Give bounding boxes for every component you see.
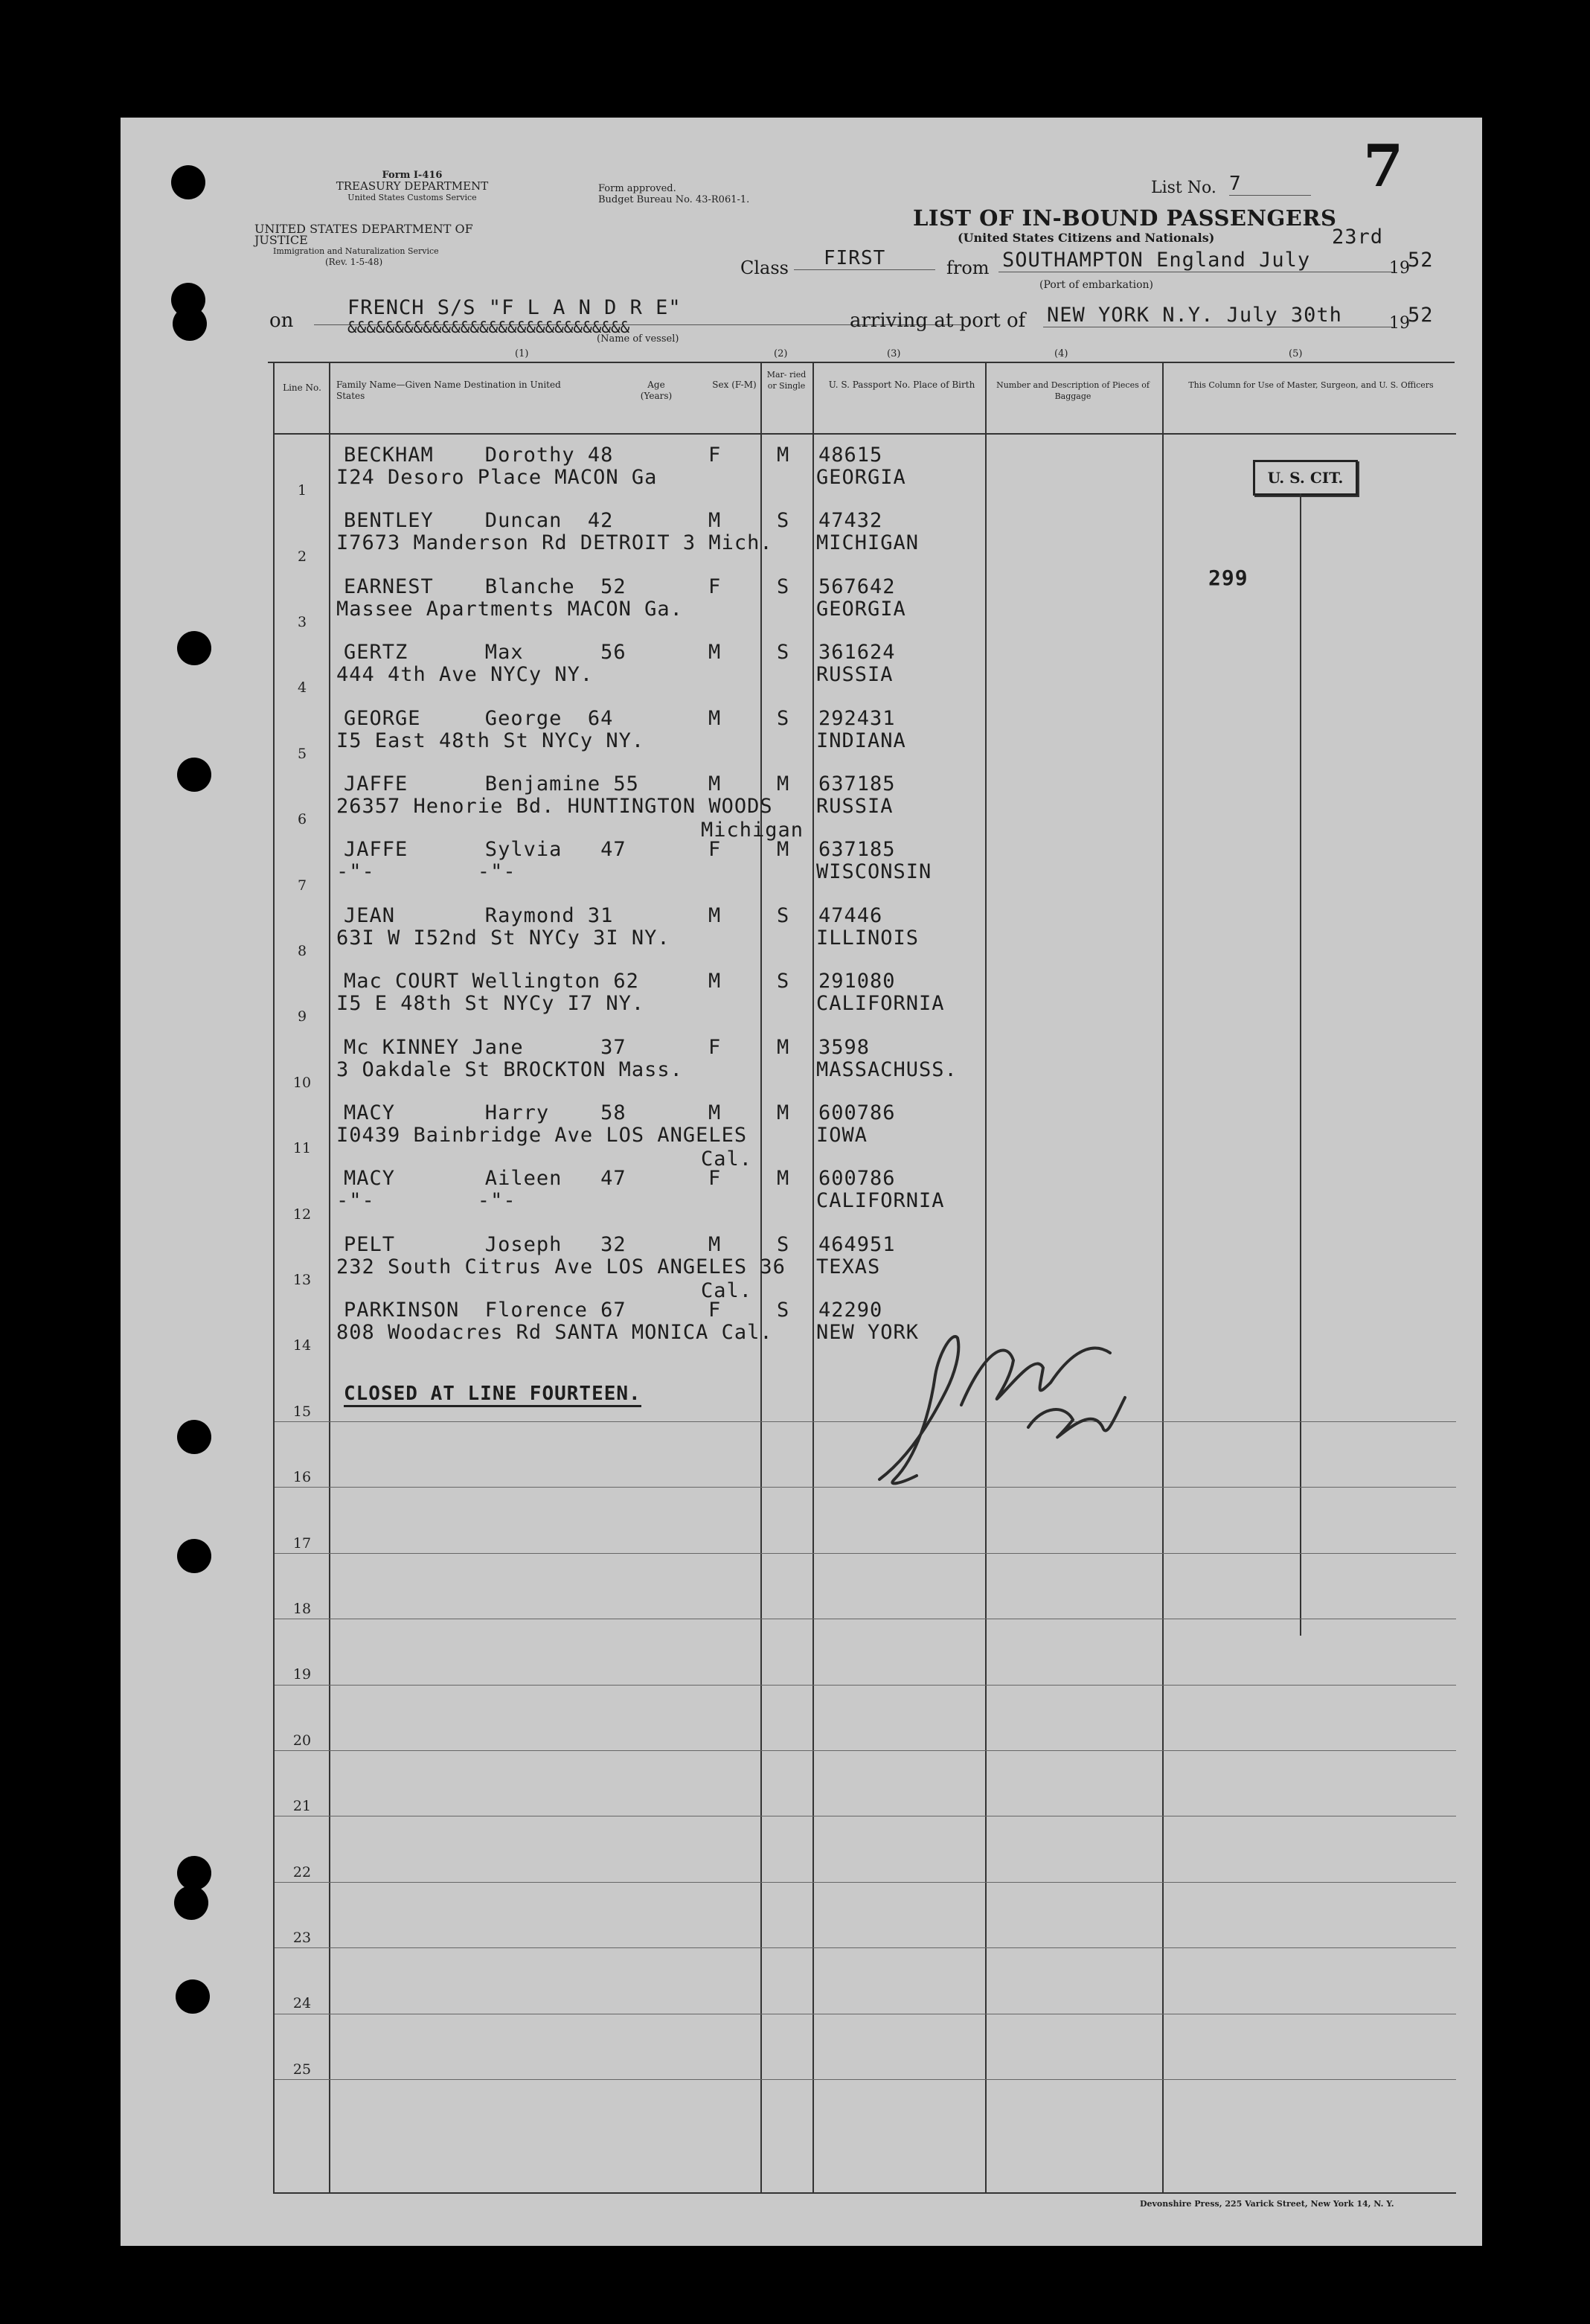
list-no-label: List No. [1151,179,1216,197]
passport-number: 48615 [818,444,883,467]
col-rule-baggage [1162,362,1164,2192]
place-of-birth: RUSSIA [816,663,894,687]
place-of-birth: GEORGIA [816,466,906,489]
marital-status: S [777,970,790,993]
passenger-destination: 444 4th Ave NYCy NY. [336,663,594,687]
passenger-destination: I7673 Manderson Rd DETROIT 3 Mich. [336,531,773,555]
passport-number: 637185 [818,838,896,862]
row-rule [275,1750,1456,1751]
passenger-name: GEORGE George 64 [344,706,614,730]
header-officers: This Column for Use of Master, Surgeon, and U. S. Officers [1188,380,1434,390]
marital-status: S [777,641,790,665]
row-rule [275,1882,1456,1883]
on-label: on [269,310,294,332]
passport-number: 3598 [818,1035,871,1059]
place-of-birth: RUSSIA [816,795,894,818]
form-approval [598,183,749,205]
line-number: 23 [292,1930,312,1946]
passenger-destination: 63I W I52nd St NYCy 3I NY. [336,926,670,950]
passenger-sex: M [708,1101,722,1124]
header-line-no: Line No. [283,382,321,393]
col-rule-married [812,362,814,2192]
line-number: 1 [297,482,307,499]
passenger-name: MACY Aileen 47 [344,1167,626,1191]
passenger-sex: M [708,706,722,730]
passenger-name: JAFFE Benjamine 55 [344,772,639,796]
passport-number: 42290 [818,1299,883,1322]
header-bottom-rule [273,433,1456,435]
passenger-sex: M [708,641,722,665]
binder-hole [173,307,207,341]
line-number: 13 [292,1272,312,1288]
arriving-label: arriving at port of [850,310,1026,332]
place-of-birth: TEXAS [816,1255,881,1278]
line-number: 8 [297,943,307,959]
passenger-sex: F [708,1167,722,1191]
marital-status: S [777,509,790,533]
col-num-2: (2) [774,348,788,359]
list-no-value: 7 [1229,173,1311,196]
col-num-5: (5) [1289,348,1303,359]
line-number: 20 [292,1732,312,1749]
marital-status: M [777,838,790,862]
agency-justice: UNITED STATES DEPARTMENT OF JUSTICE [254,222,473,247]
passenger-name: MACY Harry 58 [344,1101,626,1124]
line-number: 17 [292,1534,312,1552]
passenger-name: JAFFE Sylvia 47 [344,838,626,862]
manifest-subtitle: (United States Citizens and Nationals) [958,231,1215,245]
row-rule [275,1947,1456,1948]
passenger-sex: F [708,1299,722,1322]
line-number: 10 [292,1074,312,1091]
passenger-name: JEAN Raymond 31 [344,903,614,927]
passenger-name: PARKINSON Florence 67 [344,1299,626,1322]
from-year-prefix: 19 [1389,259,1410,278]
marital-status: S [777,574,790,598]
passenger-name: EARNEST Blanche 52 [344,574,626,598]
from-value: SOUTHAMPTON England July [998,249,1393,272]
header-baggage: Number and Description of Pieces of Baggage [996,380,1150,401]
marital-status: S [777,706,790,730]
place-of-birth: MASSACHUSS. [816,1057,958,1081]
marital-status: M [777,772,790,796]
agency-ins: Immigration and Naturalization Service [273,246,439,256]
passenger-sex: F [708,1035,722,1059]
passport-number: 600786 [818,1167,896,1191]
arrival-year-prefix: 19 [1389,314,1410,333]
passenger-name: BECKHAM Dorothy 48 [344,444,614,467]
passenger-sex: M [708,1232,722,1256]
destination-continued: Michigan [701,819,804,842]
passenger-name: Mc KINNEY Jane 37 [344,1035,626,1059]
place-of-birth: MICHIGAN [816,531,920,555]
destination-continued: Cal. [701,1278,753,1302]
passport-number: 464951 [818,1232,896,1256]
header-name: Family Name—Given Name Destination in United States [336,380,561,401]
passenger-name: Mac COURT Wellington 62 [344,970,639,993]
passenger-sex: M [708,772,722,796]
place-of-birth: INDIANA [816,729,906,752]
arrival-year: 52 [1408,304,1434,327]
marital-status: S [777,1232,790,1256]
line-number: 5 [297,745,307,762]
from-day: 23rd [1332,225,1384,249]
passport-number: 600786 [818,1101,896,1124]
marital-status: M [777,444,790,467]
marital-status: S [777,903,790,927]
closed-note: CLOSED AT LINE FOURTEEN. [344,1383,641,1407]
place-of-birth: CALIFORNIA [816,992,945,1016]
col-rule-line [329,362,330,2192]
passport-number: 47446 [818,903,883,927]
binder-hole [177,1420,211,1454]
passenger-sex: M [708,509,722,533]
place-of-birth: IOWA [816,1124,868,1147]
place-of-birth: ILLINOIS [816,926,920,950]
table-top-rule [268,362,1455,363]
line-number: 22 [292,1863,312,1880]
line-number: 11 [292,1140,312,1157]
col-rule-passport [985,362,987,2192]
from-label: from [946,257,990,278]
passenger-destination: 232 South Citrus Ave LOS ANGELES 36 [336,1255,786,1278]
passport-number: 637185 [818,772,896,796]
passenger-destination: I5 East 48th St NYCy NY. [336,729,645,752]
agency-customs: United States Customs Service [347,193,477,202]
binder-hole [177,758,211,792]
passenger-destination: -"- -"- [336,860,516,884]
budget-bureau: Budget Bureau No. 43-R061-1. [598,194,750,205]
marital-status: M [777,1035,790,1059]
line-number: 3 [297,614,307,630]
passenger-count: 299 [1208,566,1248,590]
arrival-value: NEW YORK N.Y. July 30th [1043,304,1393,327]
line-number: 12 [292,1206,312,1223]
vessel-name: FRENCH S/S "F L A N D R E" [347,296,682,319]
place-of-birth: WISCONSIN [816,860,932,884]
line-number: 24 [292,1995,312,2012]
passenger-destination: I24 Desoro Place MACON Ga [336,466,658,489]
row-rule [275,1685,1456,1686]
header-sex: Sex (F-M) [712,380,757,390]
binder-hole [177,631,211,665]
passenger-sex: F [708,574,722,598]
col-num-3: (3) [887,348,901,359]
port-embark-caption: (Port of embarkation) [1039,279,1153,291]
page-mark: 7 [1363,132,1404,200]
row-rule [275,1553,1456,1554]
header-age: Age (Years) [640,380,673,401]
place-of-birth: GEORGIA [816,597,906,621]
passenger-destination: I5 E 48th St NYCy I7 NY. [336,992,645,1016]
marital-status: S [777,1299,790,1322]
line-number: 25 [292,2061,312,2078]
place-of-birth: CALIFORNIA [816,1189,945,1213]
passport-number: 292431 [818,706,896,730]
col-rule-left [273,362,275,2192]
passenger-sex: M [708,903,722,927]
us-citizen-stamp: U. S. CIT. [1253,460,1358,496]
officer-signature [865,1308,1147,1494]
form-approved: Form approved. [598,183,676,194]
form-header-left [301,170,524,203]
passenger-name: PELT Joseph 32 [344,1232,626,1256]
passenger-destination: 26357 Henorie Bd. HUNTINGTON WOODS [336,795,773,818]
manifest-title: LIST OF IN-BOUND PASSENGERS [913,205,1337,231]
passport-number: 361624 [818,641,896,665]
row-rule [275,2079,1456,2080]
vessel-strikeout: &&&&&&&&&&&&&&&&&&&&&&&&&&&&&& [347,318,630,336]
form-revision: (Rev. 1-5-48) [325,257,383,267]
passenger-name: BENTLEY Duncan 42 [344,509,614,533]
destination-continued: Cal. [701,1147,753,1171]
binder-hole [176,1979,210,2014]
printer-credit: Devonshire Press, 225 Varick Street, New York 14, N. Y. [1140,2199,1394,2209]
binder-hole [177,1539,211,1573]
line-number: 7 [297,877,307,894]
passenger-destination: -"- -"- [336,1189,516,1213]
line-number: 21 [292,1798,312,1815]
passport-number: 567642 [818,574,896,598]
binder-hole [177,1856,211,1890]
marital-status: M [777,1167,790,1191]
passenger-destination: 3 Oakdale St BROCKTON Mass. [336,1057,683,1081]
binder-hole [174,1886,208,1920]
binder-hole [171,165,205,199]
passenger-destination: Massee Apartments MACON Ga. [336,597,683,621]
manifest-page [121,118,1482,2246]
passport-number: 47432 [818,509,883,533]
stamp-drop-line [1300,493,1301,1636]
line-number: 14 [292,1337,312,1354]
line-number: 6 [297,811,307,828]
line-number: 2 [297,548,307,565]
table-bottom-rule [273,2192,1456,2194]
col-num-4: (4) [1054,348,1068,359]
form-number: Form I-416 [382,170,443,181]
header-married: Mar- ried or Single [766,370,807,391]
passport-number: 291080 [818,970,896,993]
from-year: 52 [1408,249,1434,272]
line-number: 18 [292,1601,312,1617]
passenger-destination: I0439 Bainbridge Ave LOS ANGELES [336,1124,748,1147]
header-passport: U. S. Passport No. Place of Birth [828,380,975,390]
form-header-doj [254,223,493,268]
passenger-sex: M [708,970,722,993]
line-number: 16 [292,1469,312,1486]
agency-treasury: TREASURY DEPARTMENT [336,179,489,193]
line-number: 4 [297,679,307,697]
place-of-birth: NEW YORK [816,1321,920,1345]
passenger-sex: F [708,838,722,862]
line-number: 15 [292,1403,312,1420]
class-value: FIRST [794,247,935,270]
marital-status: M [777,1101,790,1124]
line-number: 9 [297,1008,307,1025]
col-num-1: (1) [515,348,529,359]
passenger-destination: 808 Woodacres Rd SANTA MONICA Cal. [336,1321,773,1345]
line-number: 19 [292,1666,312,1683]
passenger-name: GERTZ Max 56 [344,641,626,665]
passenger-sex: F [708,444,722,467]
vessel-caption: (Name of vessel) [597,333,679,345]
class-label: Class [740,257,789,278]
